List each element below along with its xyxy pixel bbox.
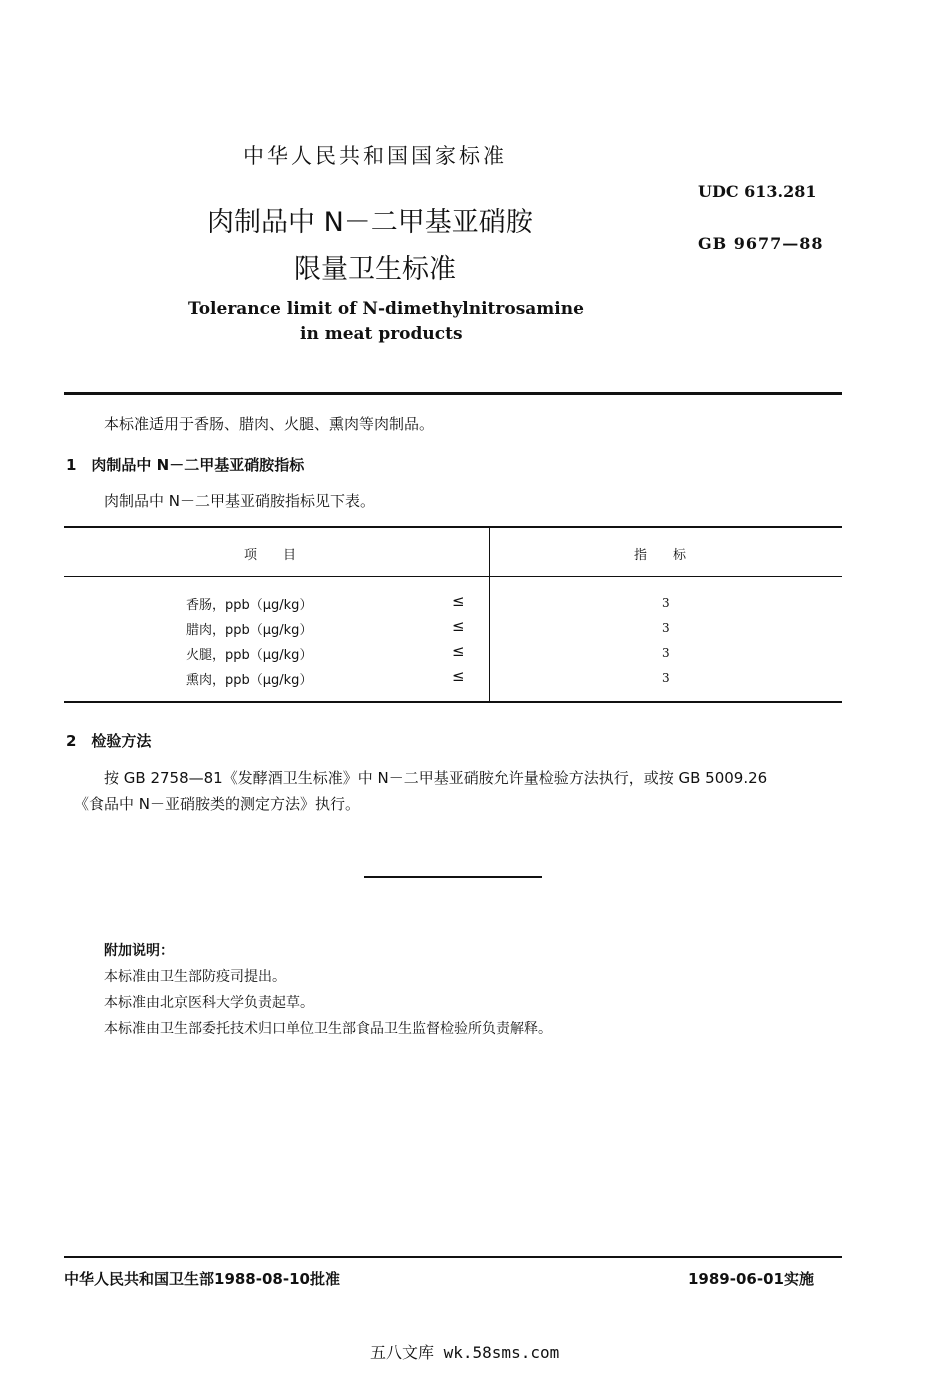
table-row-value: 3 [662,621,670,635]
table-top-rule [64,526,842,528]
table-row-value: 3 [662,596,670,610]
section1-text: 肉制品中 N－二甲基亚硝胺指标见下表。 [104,492,375,510]
notes-line3: 本标准由卫生部委托技术归口单位卫生部食品卫生监督检验所负责解释。 [104,1021,552,1037]
table-column-divider [489,528,490,701]
table-row-operator: ≤ [452,642,465,660]
notes-line2: 本标准由北京医科大学负责起草。 [104,995,314,1011]
scope-text: 本标准适用于香肠、腊肉、火腿、熏肉等肉制品。 [104,415,435,433]
udc-code: UDC 613.281 [698,182,817,201]
table-row-item: 腊肉，ppb（μg/kg） [186,623,313,638]
table-row-operator: ≤ [452,617,465,635]
table-header-rule [64,576,842,577]
section1-heading: 1 肉制品中 N－二甲基亚硝胺指标 [66,456,305,474]
title-en-line1: Tolerance limit of N-dimethylnitrosamine [188,299,584,319]
section2-heading: 2 检验方法 [66,732,152,750]
watermark-text: 五八文库 wk.58sms.com [370,1343,560,1362]
table-row-item: 火腿，ppb（μg/kg） [186,648,313,663]
title-zh-line1: 肉制品中 N－二甲基亚硝胺 [207,207,533,238]
approval-date: 中华人民共和国卫生部1988-08-10批准 [64,1270,340,1288]
national-standard-title: 中华人民共和国国家标准 [243,144,507,168]
effective-date: 1989-06-01实施 [688,1270,814,1288]
table-row-value: 3 [662,646,670,660]
notes-line1: 本标准由卫生部防疫司提出。 [104,969,286,985]
table-row-value: 3 [662,671,670,685]
end-of-text-rule [364,876,542,878]
table-header-item: 项 目 [244,548,297,563]
footer-rule [64,1256,842,1258]
section2-text-line2: 《食品中 N－亚硝胺类的测定方法》执行。 [74,795,360,813]
table-header-value: 指 标 [634,548,687,563]
table-bottom-rule [64,701,842,703]
table-row-operator: ≤ [452,667,465,685]
gb-code: GB 9677—88 [698,234,824,253]
title-zh-line2: 限量卫生标准 [294,254,456,285]
title-en-line2: in meat products [300,324,463,344]
section2-text-line1: 按 GB 2758—81《发酵酒卫生标准》中 N－二甲基亚硝胺允许量检验方法执行，或按 GB 5009.26 [104,769,768,787]
table-row-item: 香肠，ppb（μg/kg） [186,598,313,613]
header-divider [64,392,842,395]
table-row-item: 熏肉，ppb（μg/kg） [186,673,313,688]
table-row-operator: ≤ [452,592,465,610]
notes-heading: 附加说明： [104,943,174,959]
